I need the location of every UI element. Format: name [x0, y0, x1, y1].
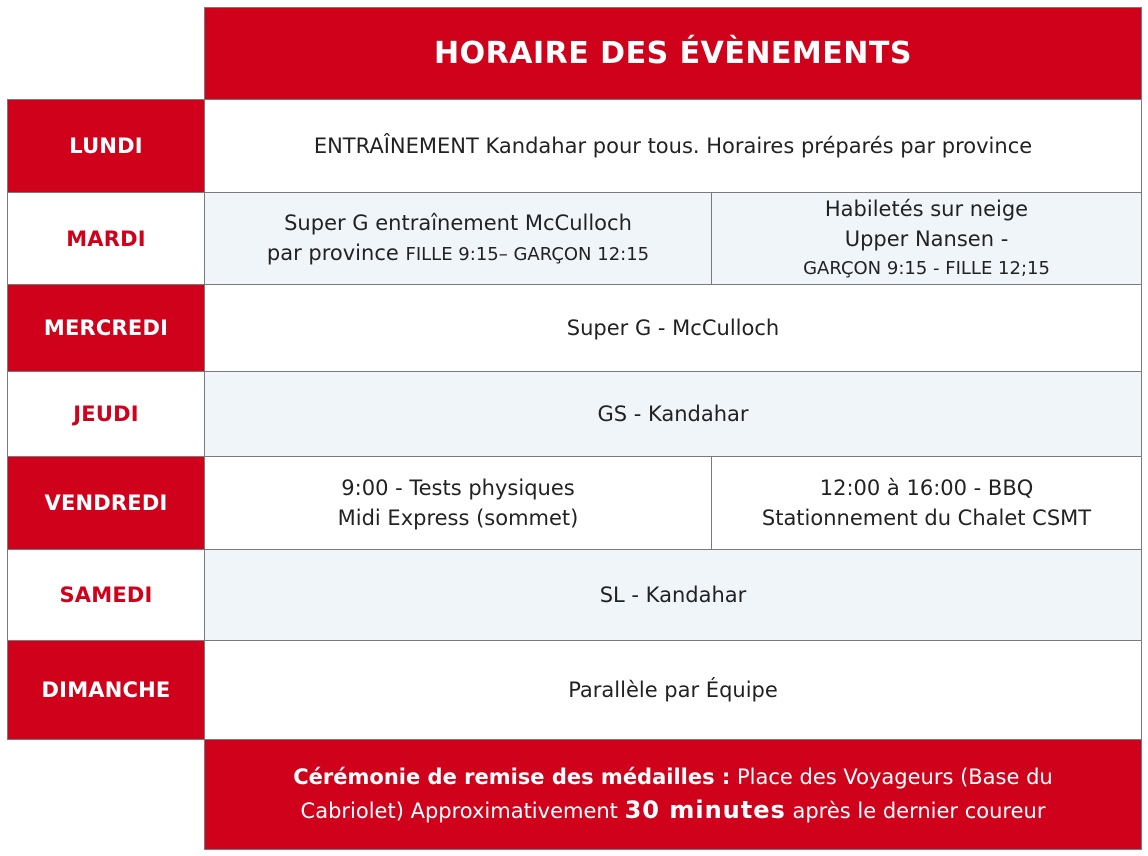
event-text-line2: [267, 238, 649, 270]
event-vendredi-right: [711, 456, 1142, 550]
event-mardi-right: [711, 192, 1142, 285]
schedule-header: [204, 7, 1142, 100]
event-text-main: par province: [266, 240, 399, 265]
event-text: SL - Kandahar: [599, 583, 747, 607]
event-samedi: [204, 549, 1142, 641]
event-mardi-left: [204, 192, 712, 285]
day-label-dimanche: [7, 640, 205, 740]
day-label-text: LUNDI: [69, 134, 143, 158]
ceremony-location: Place des Voyageurs (Base du: [737, 765, 1053, 789]
day-label-jeudi: [7, 371, 205, 457]
event-text-line2: Upper Nansen -: [844, 226, 1009, 251]
event-text-line1: Super G entraînement McCulloch: [284, 210, 632, 235]
event-text-line1: 12:00 à 16:00 - BBQ: [819, 476, 1034, 500]
event-text-line1: Habiletés sur neige: [824, 196, 1029, 221]
event-dimanche: [204, 640, 1142, 740]
event-jeudi: [204, 371, 1142, 457]
ceremony-label: Cérémonie de remise des médailles :: [293, 765, 731, 789]
day-label-mercredi: [7, 284, 205, 372]
event-text: Parallèle par Équipe: [568, 678, 778, 702]
ceremony-line1: [293, 761, 1052, 794]
day-label-text: SAMEDI: [59, 583, 153, 607]
ceremony-after: après le dernier coureur: [792, 799, 1046, 823]
ceremony-location-cont: Cabriolet) Approximativement: [300, 799, 618, 823]
event-text-line2: Stationnement du Chalet CSMT: [761, 506, 1092, 530]
ceremony-delay: 30 minutes: [624, 796, 786, 824]
event-lundi: [204, 99, 1142, 193]
day-label-text: MARDI: [66, 226, 146, 251]
event-mercredi: [204, 284, 1142, 372]
day-label-samedi: [7, 549, 205, 641]
day-label-text: MERCREDI: [43, 316, 169, 340]
event-text-times: FILLE 9:15– GARÇON 12:15: [405, 243, 650, 265]
event-text: GS - Kandahar: [597, 402, 749, 426]
event-text-line1: 9:00 - Tests physiques: [341, 476, 575, 500]
event-text: ENTRAÎNEMENT Kandahar pour tous. Horaires préparés par province: [313, 134, 1033, 158]
page-title: HORAIRE DES ÉVÈNEMENTS: [434, 36, 912, 71]
event-text: Super G - McCulloch: [566, 316, 780, 340]
day-label-text: VENDREDI: [44, 491, 168, 515]
ceremony-footer: [204, 739, 1142, 850]
day-label-lundi: [7, 99, 205, 193]
day-label-mardi: [7, 192, 205, 285]
event-text-line2: Midi Express (sommet): [337, 506, 579, 530]
day-label-text: JEUDI: [73, 402, 139, 426]
day-label-vendredi: [7, 456, 205, 550]
day-label-text: DIMANCHE: [41, 678, 171, 702]
ceremony-line2: [301, 794, 1046, 828]
event-text-times: GARÇON 9:15 - FILLE 12;15: [803, 257, 1050, 279]
event-vendredi-left: [204, 456, 712, 550]
